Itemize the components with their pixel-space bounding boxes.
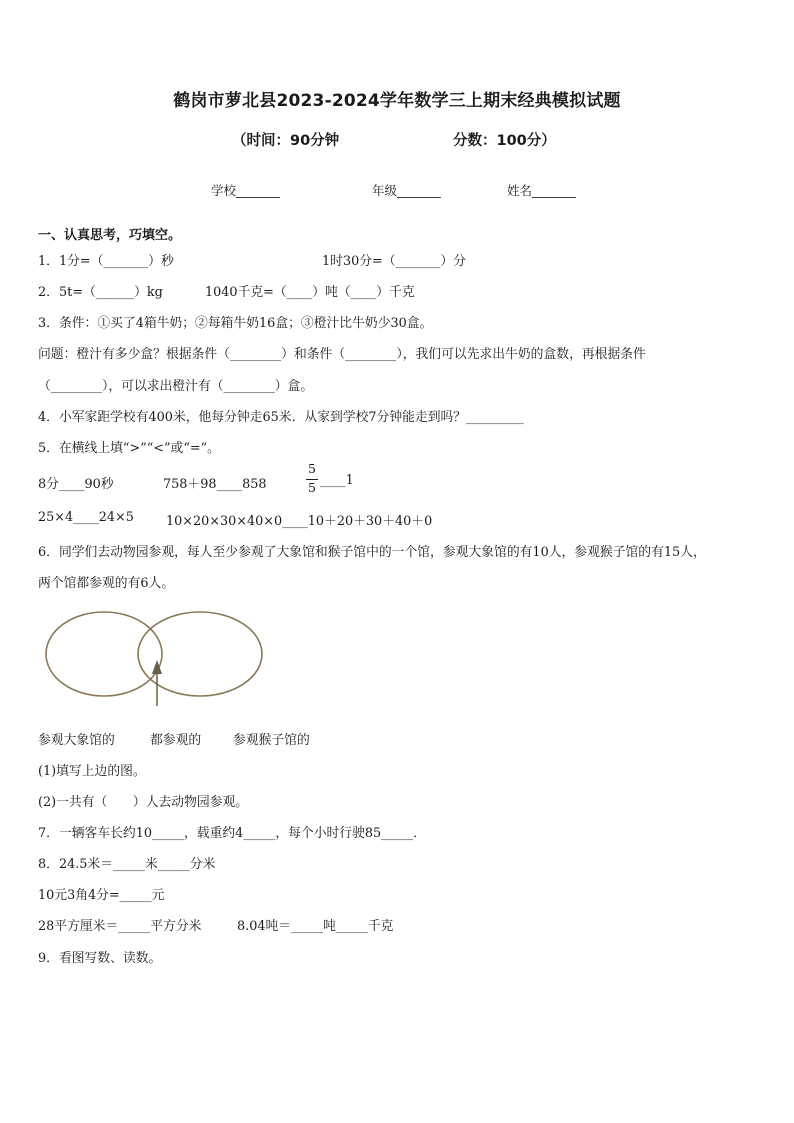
q5-intro: 5．在横线上填“>”“<”或“=”。 [38,441,220,456]
school-field: 学校_______ [211,183,280,198]
q1-part-b: 1时30分=（_______）分 [322,254,466,269]
q2-part-b: 1040千克=（____）吨（____）千克 [205,285,415,300]
q6-text: 6．同学们去动物园参观，每人至少参观了大象馆和猴子馆中的一个馆，参观大象馆的有10人，参观猴子馆的有15人， [38,545,706,560]
exam-score: 分数：100分） [453,133,556,149]
name-field: 姓名_______ [507,183,576,198]
venn-diagram [40,608,270,708]
q6-text-cont: 两个馆都参观的有6人。 [38,576,175,591]
q4-text: 4．小军家距学校有400米，他每分钟走65米．从家到学校7分钟能走到吗？_________ [38,410,524,425]
venn-label-monkey: 参观猴子馆的 [233,733,310,748]
venn-label-both: 都参观的 [150,733,202,748]
section-heading: 一、认真思考，巧填空。 [38,228,182,243]
q6-part1: (1)填写上边的图。 [38,764,146,779]
venn-label-elephant: 参观大象馆的 [38,733,115,748]
q8-part-b: 10元3角4分=_____元 [38,888,165,903]
q5-fraction [306,463,318,495]
q6-part2: (2)一共有（ ）人去动物园参观。 [38,795,249,810]
q3-conditions: 3．条件：①买了4箱牛奶；②每箱牛奶16盒；③橙汁比牛奶少30盒。 [38,316,433,331]
q9-text: 9．看图写数、读数。 [38,951,162,966]
page-title: 鹤岗市萝北县2023-2024学年数学三上期末经典模拟试题 [173,91,621,111]
q5-compare-c: ____1 [320,473,354,488]
q5-compare-a: 8分____90秒 [38,477,114,492]
q5-compare-b: 758＋98____858 [163,477,267,492]
elephant-hall-ellipse [46,612,162,696]
q3-question: 问题：橙汁有多少盒？根据条件（________）和条件（________），我们可以先求出牛奶的盒数，再根据条件 [38,347,646,362]
q8-part-a: 8．24.5米＝_____米_____分米 [38,857,216,872]
exam-time: （时间：90分钟 [232,133,340,149]
q8-part-d: 8.04吨＝_____吨_____千克 [237,919,394,934]
grade-field: 年级_______ [372,183,441,198]
q2-part-a: 2．5t=（______）kg [38,285,163,300]
fraction-numerator: 5 [308,461,316,476]
q1-part-a: 1．1分=（_______）秒 [38,254,174,269]
q5-compare-e: 10×20×30×40×0____10＋20＋30＋40＋0 [166,514,433,529]
q3-question-cont: （________），可以求出橙汁有（________）盒。 [38,379,314,394]
q8-part-c: 28平方厘米＝_____平方分米 [38,919,202,934]
fraction-denominator: 5 [308,480,316,495]
q5-compare-d: 25×4____24×5 [38,510,134,525]
q7-text: 7．一辆客车长约10_____，载重约4_____，每个小时行驶85_____． [38,826,426,841]
